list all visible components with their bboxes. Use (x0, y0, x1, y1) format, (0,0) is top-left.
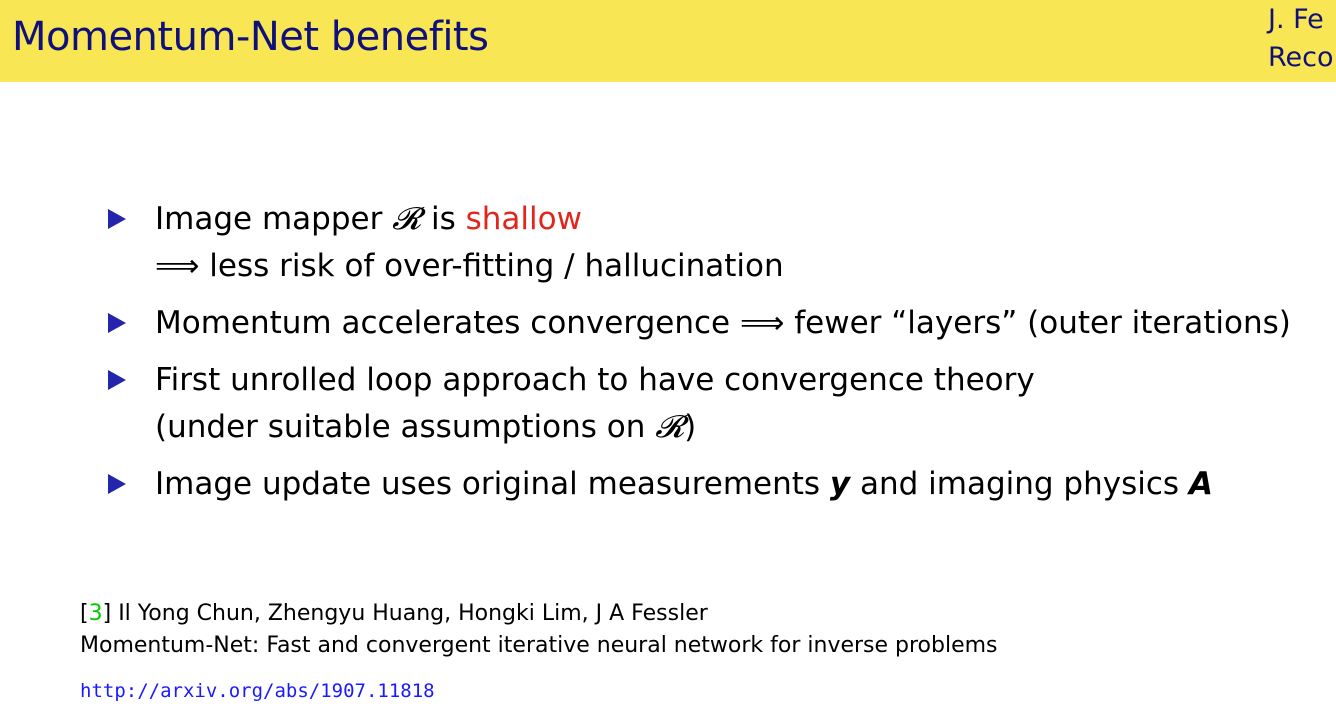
bullet-triangle-icon (108, 474, 126, 494)
bullet-item-shallow-mapper (108, 196, 1336, 290)
bullet-triangle-icon (108, 370, 126, 390)
shallow-highlight: shallow (465, 201, 582, 237)
bullet-item-convergence-theory (108, 357, 1336, 451)
bullet-3-paren: ) (684, 409, 697, 445)
bullet-2-text: Momentum accelerates convergence ⟹ fewer “layers” (outer iterations) (155, 305, 1291, 341)
physics-symbol: A (1188, 466, 1213, 502)
author-info (1268, 1, 1334, 77)
reference-authors: Il Yong Chun, Zhengyu Huang, Hongki Lim, J A Fessler (118, 601, 708, 626)
mapper-symbol: 𝓡 (392, 201, 422, 237)
bullet-4-mid: and imaging physics (859, 466, 1180, 502)
slide-title: Momentum-Net benefits (12, 14, 489, 60)
reference-block (80, 598, 998, 662)
bullet-4-text: Image update uses original measurements (155, 466, 821, 502)
measurements-symbol: y (829, 466, 851, 502)
bullet-item-image-update (108, 461, 1336, 508)
author-line-2: Reco (1268, 42, 1334, 73)
ref-bracket-open: [ (80, 601, 89, 626)
bullet-1-text: Image mapper (155, 201, 383, 237)
author-line-1: J. Fe (1268, 4, 1324, 35)
bullet-3-line-2: (under suitable assumptions on (155, 409, 646, 445)
bullet-1-line-2: ⟹ less risk of over-fitting / hallucination (155, 248, 784, 284)
mapper-symbol: 𝓡 (655, 409, 685, 445)
bullet-triangle-icon (108, 313, 126, 333)
bullet-item-momentum (108, 300, 1336, 347)
bullet-triangle-icon (108, 209, 126, 229)
ref-bracket-close: ] (102, 601, 112, 626)
bullet-1-is: is (431, 201, 456, 237)
bullet-list (108, 196, 1336, 508)
reference-number[interactable]: 3 (88, 601, 103, 626)
bullet-3-line-1: First unrolled loop approach to have convergence theory (155, 362, 1035, 398)
reference-title: Momentum-Net: Fast and convergent iterative neural network for inverse problems (80, 633, 998, 658)
slide-header (0, 0, 1336, 82)
arxiv-link[interactable]: http://arxiv.org/abs/1907.11818 (80, 680, 435, 702)
